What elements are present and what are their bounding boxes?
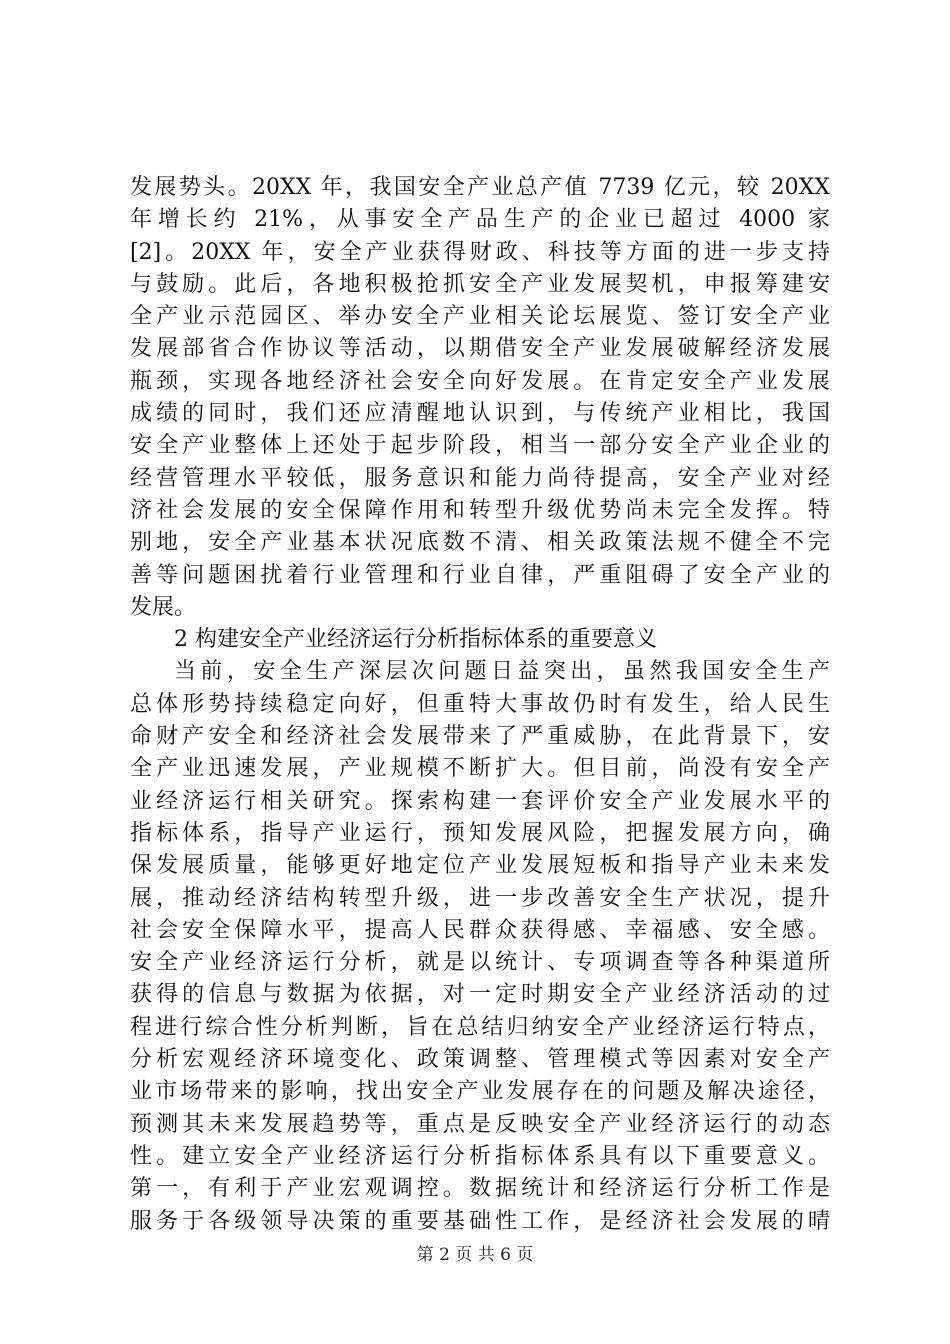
text-line: 发展部省合作协议等活动，以期借安全产业发展破解经济发展 xyxy=(130,336,830,362)
text-line: 与鼓励。此后，各地积极抢抓安全产业发展契机，申报筹建安 xyxy=(130,271,830,297)
text-line: 总体形势持续稳定向好，但重特大事故仍时有发生，给人民生 xyxy=(130,691,830,717)
text-line: 预测其未来发展趋势等，重点是反映安全产业经济运行的动态 xyxy=(130,1111,830,1137)
text-line: 瓶颈，实现各地经济社会安全向好发展。在肯定安全产业发展 xyxy=(130,368,830,394)
text-line: 社会安全保障水平，提高人民群众获得感、幸福感、安全感。 xyxy=(130,917,830,943)
text-line: 命财产安全和经济社会发展带来了严重威胁，在此背景下，安 xyxy=(130,724,830,750)
text-line: 业市场带来的影响，找出安全产业发展存在的问题及解决途径， xyxy=(130,1079,830,1105)
text-line: 济社会发展的安全保障作用和转型升级优势尚未完全发挥。特 xyxy=(130,497,830,523)
text-line: 当前，安全生产深层次问题日益突出，虽然我国安全生产 xyxy=(174,659,830,685)
text-line: 经营管理水平较低，服务意识和能力尚待提高，安全产业对经 xyxy=(130,465,830,491)
section-heading: 2 构建安全产业经济运行分析指标体系的重要意义 xyxy=(174,627,657,653)
text-line: 保发展质量，能够更好地定位产业发展短板和指导产业未来发 xyxy=(130,853,830,879)
text-line: 年增长约 21%，从事安全产品生产的企业已超过 4000 家 xyxy=(130,207,830,233)
text-line: [2]。20XX 年，安全产业获得财政、科技等方面的进一步支持 xyxy=(130,239,830,265)
text-line: 指标体系，指导产业运行，预知发展风险，把握发展方向，确 xyxy=(130,820,830,846)
text-line: 别地，安全产业基本状况底数不清、相关政策法规不健全不完 xyxy=(130,530,830,556)
text-line: 安全产业整体上还处于起步阶段，相当一部分安全产业企业的 xyxy=(130,433,830,459)
text-line: 分析宏观经济环境变化、政策调整、管理模式等因素对安全产 xyxy=(130,1047,830,1073)
page-number-label: 第 2 页 共 6 页 xyxy=(416,1245,534,1265)
text-line: 发展。 xyxy=(130,594,197,620)
text-line: 展，推动经济结构转型升级，进一步改善安全生产状况，提升 xyxy=(130,885,830,911)
body-text xyxy=(130,172,830,1238)
text-line: 获得的信息与数据为依据，对一定时期安全产业经济活动的过 xyxy=(130,982,830,1008)
text-line: 成绩的同时，我们还应清醒地认识到，与传统产业相比，我国 xyxy=(130,401,830,427)
text-line: 业经济运行相关研究。探索构建一套评价安全产业发展水平的 xyxy=(130,788,830,814)
text-line: 第一，有利于产业宏观调控。数据统计和经济运行分析工作是 xyxy=(130,1176,830,1202)
text-line: 善等问题困扰着行业管理和行业自律，严重阻碍了安全产业的 xyxy=(130,562,830,588)
text-line: 发展势头。20XX 年，我国安全产业总产值 7739 亿元，较 20XX xyxy=(130,175,830,200)
text-line: 全产业示范园区、举办安全产业相关论坛展览、签订安全产业 xyxy=(130,304,830,330)
page-footer xyxy=(0,1244,950,1266)
text-line: 性。建立安全产业经济运行分析指标体系具有以下重要意义。 xyxy=(130,1143,830,1169)
text-line: 全产业迅速发展，产业规模不断扩大。但目前，尚没有安全产 xyxy=(130,756,830,782)
paragraph-2 xyxy=(130,656,830,1237)
text-line: 服务于各级领导决策的重要基础性工作，是经济社会发展的晴 xyxy=(130,1208,830,1234)
text-line: 程进行综合性分析判断，旨在总结归纳安全产业经济运行特点， xyxy=(130,1014,830,1040)
paragraph-1 xyxy=(130,172,830,624)
text-line: 安全产业经济运行分析，就是以统计、专项调查等各种渠道所 xyxy=(130,950,830,976)
